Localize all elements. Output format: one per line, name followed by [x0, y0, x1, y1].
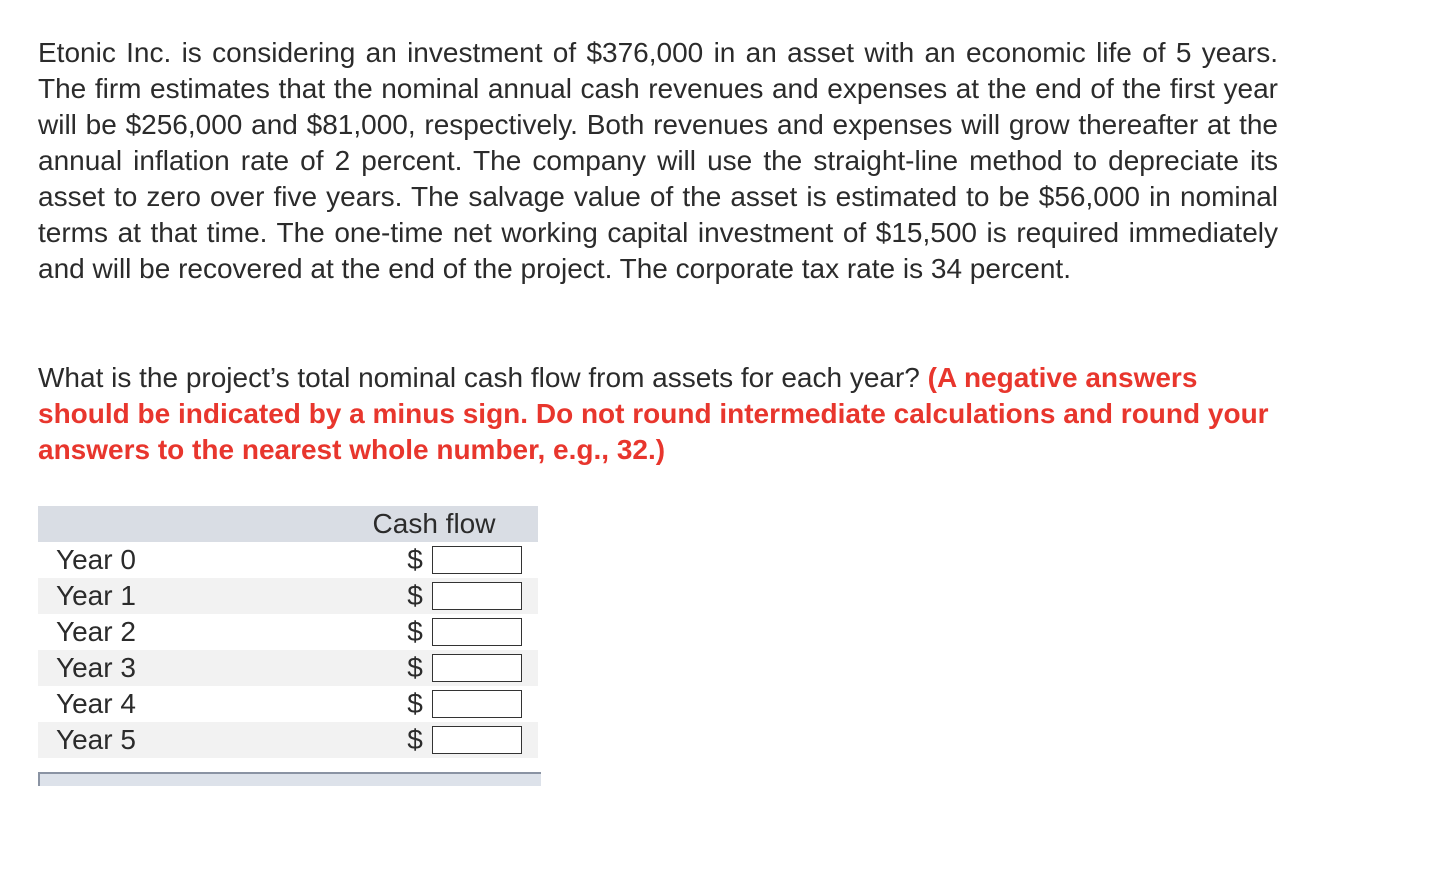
- cash-flow-input-year-4[interactable]: [432, 690, 522, 718]
- dollar-sign: $: [407, 652, 423, 683]
- row-header-blank: [38, 506, 348, 542]
- row-label-year-5: Year 5: [56, 724, 136, 755]
- dollar-sign: $: [407, 616, 423, 647]
- row-label-year-0: Year 0: [56, 544, 136, 575]
- table-row: [38, 614, 538, 650]
- problem-statement: Etonic Inc. is considering an investment of $376,000 in an asset with an economic life of 5 years. The firm estimates that the nominal annual cash revenues and expenses at the end of the first year will be $256,000 and $81,000, respectively. Both revenues and expenses will grow thereafter at the annual inflation rate of 2 percent. The company will use the straight-line method to depreciate its asset to zero over five years. The salvage value of the asset is estimated to be $56,000 in nominal terms at that time. The one-time net working capital investment of $15,500 is required immediately and will be recovered at the end of the project. The corporate tax rate is 34 percent.: [38, 37, 1278, 284]
- cash-flow-table: [38, 506, 538, 758]
- cash-flow-input-year-3[interactable]: [432, 654, 522, 682]
- table-row: [38, 650, 538, 686]
- table-footer-bar: [38, 772, 541, 786]
- table-row: [38, 722, 538, 758]
- row-label-year-1: Year 1: [56, 580, 136, 611]
- row-label-year-3: Year 3: [56, 652, 136, 683]
- table-header-row: [38, 506, 538, 542]
- row-label-year-4: Year 4: [56, 688, 136, 719]
- cash-flow-table-container: [38, 506, 538, 758]
- table-row: [38, 542, 538, 578]
- table-row: [38, 578, 538, 614]
- cash-flow-input-year-5[interactable]: [432, 726, 522, 754]
- row-label-year-2: Year 2: [56, 616, 136, 647]
- question-prompt: What is the project’s total nominal cash flow from assets for each year?: [38, 362, 920, 393]
- table-row: [38, 686, 538, 722]
- dollar-sign: $: [407, 580, 423, 611]
- dollar-sign: $: [407, 544, 423, 575]
- answer-instruction: (A negative answers should be indicated by a minus sign. Do not round intermediate calculations and round your answers to the nearest whole number, e.g., 32.): [38, 362, 1269, 465]
- question-text: [38, 360, 1278, 468]
- dollar-sign: $: [407, 688, 423, 719]
- dollar-sign: $: [407, 724, 423, 755]
- cash-flow-input-year-1[interactable]: [432, 582, 522, 610]
- cash-flow-input-year-2[interactable]: [432, 618, 522, 646]
- column-header-cash-flow: Cash flow: [348, 506, 538, 542]
- cash-flow-input-year-0[interactable]: [432, 546, 522, 574]
